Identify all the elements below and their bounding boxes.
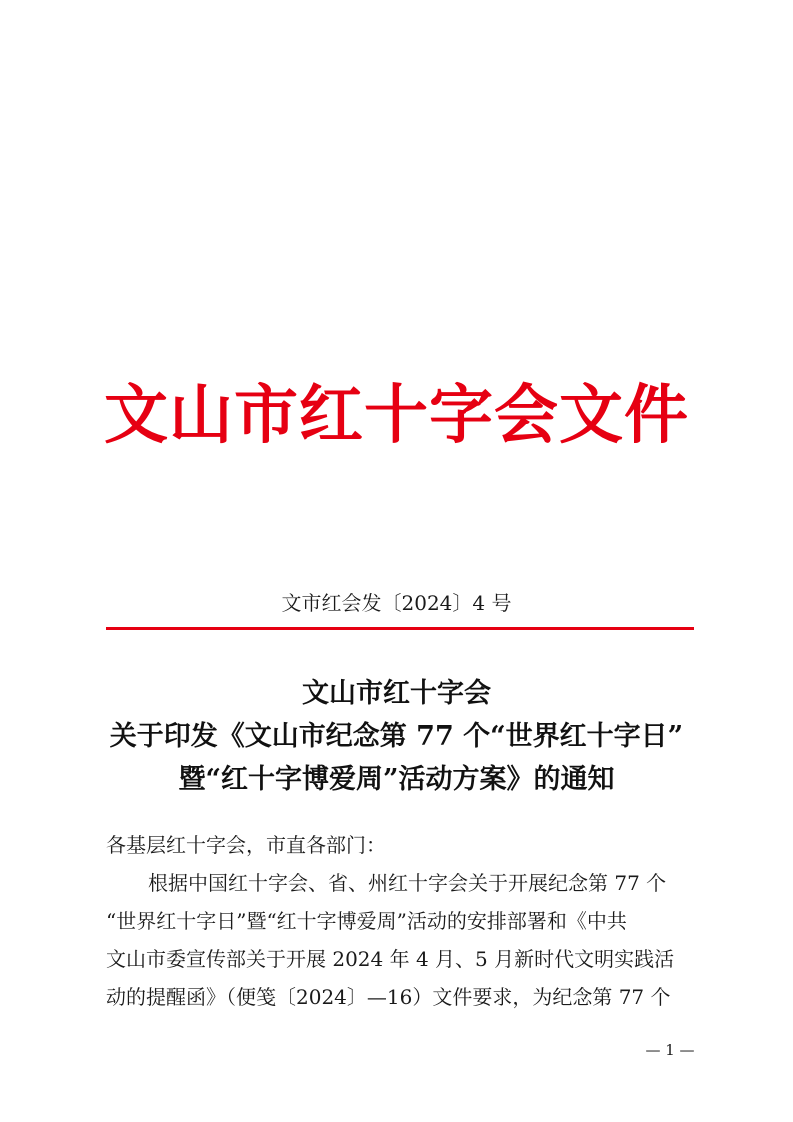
paragraph-line: 根据中国红十字会、省、州红十字会关于开展纪念第 77 个 — [148, 871, 667, 895]
notice-title — [0, 672, 793, 801]
red-divider-line — [106, 627, 694, 630]
page-number: — 1 — — [645, 1041, 695, 1059]
paragraph-line: “世界红十字日”暨“红十字博爱周”活动的安排部署和《中共 — [106, 909, 627, 933]
notice-body — [106, 826, 696, 1016]
title-line-subject: 关于印发《文山市纪念第 77 个“世界红十字日” — [109, 721, 684, 752]
masthead-title: 文山市红十字会文件 — [104, 378, 689, 453]
salutation: 各基层红十字会，市直各部门： — [106, 833, 386, 857]
title-line-subject-cont: 暨“红十字博爱周”活动方案》的通知 — [178, 764, 615, 795]
title-line-issuer: 文山市红十字会 — [302, 678, 491, 709]
document-number: 文市红会发〔2024〕4 号 — [281, 591, 512, 615]
paragraph-line: 动的提醒函》（便笺〔2024〕—16）文件要求，为纪念第 77 个 — [106, 985, 671, 1009]
paragraph-line: 文山市委宣传部关于开展 2024 年 4 月、5 月新时代文明实践活 — [106, 947, 675, 971]
